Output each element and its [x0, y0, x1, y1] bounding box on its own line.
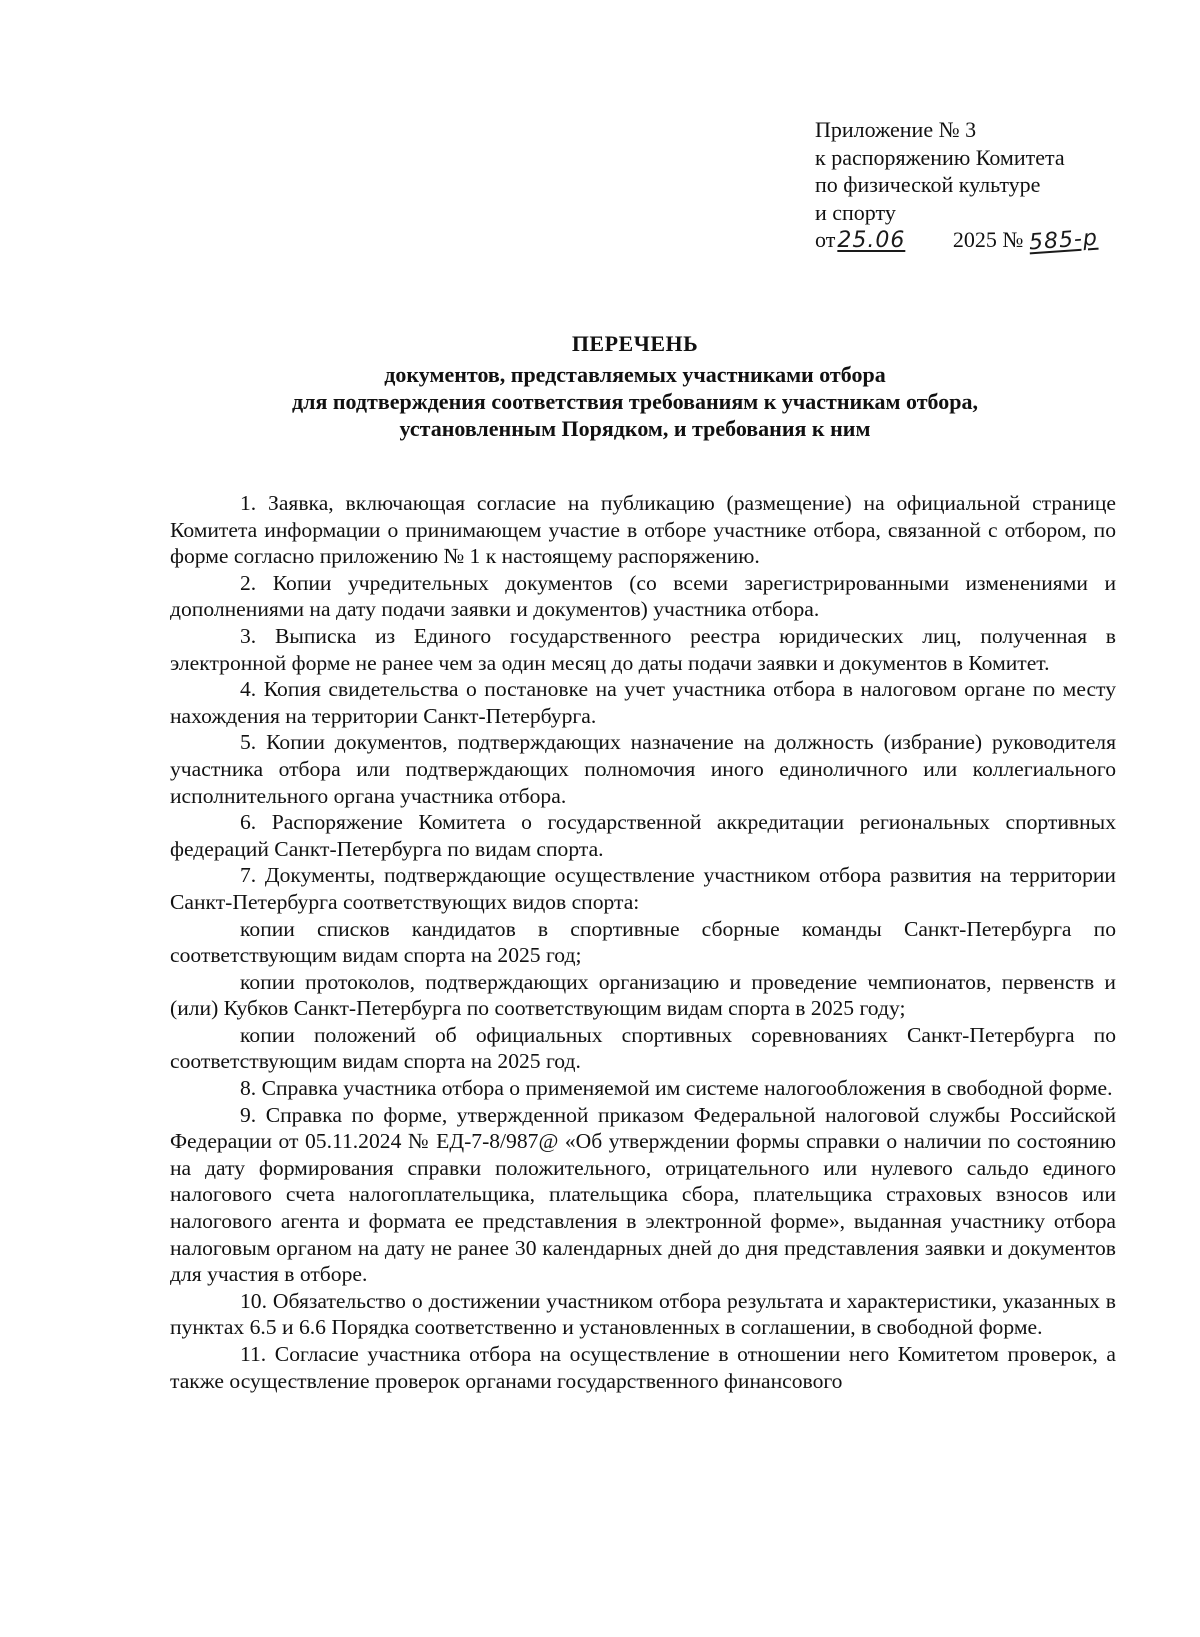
- paragraph-11: 11. Согласие участника отбора на осуществление в отношении него Комитетом проверок, а также осуществление проверок органами государственного финансового: [170, 1342, 1116, 1393]
- appendix-order-ref: к распоряжению Комитета: [815, 144, 1065, 170]
- title-sub-line2: для подтверждения соответствия требованиям к участникам отбора,: [291, 389, 979, 414]
- title-sub-line1: документов, представляемых участниками отбора: [384, 362, 886, 387]
- title-main: ПЕРЕЧЕНЬ: [571, 331, 699, 356]
- paragraph-7-item-2: копии протоколов, подтверждающих организацию и проведение чемпионатов, первенств и (или) Кубков Санкт-Петербурга по соответствующим видам спорта в 2025 году;: [170, 969, 1116, 1021]
- paragraph-7-item-1: копии списков кандидатов в спортивные сборные команды Санкт-Петербурга по соответствующим видам спорта на 2025 год;: [170, 916, 1116, 968]
- paragraph-3: 3. Выписка из Единого государственного реестра юридических лиц, полученная в электронной форме не ранее чем за один месяц до даты подачи заявки и документов в Комитет.: [170, 623, 1116, 675]
- appendix-committee-line1: по физической культуре: [815, 172, 1041, 197]
- paragraph-9: 9. Справка по форме, утвержденной приказом Федеральной налоговой службы Российской Федерации от 05.11.2024 № ЕД-7-8/987@ «Об утверждении формы справки о наличии по состоянию на дату формирования справки положительного, отрицательного или нулевого сальдо единого налогового счета налогоплательщика, плательщика сбора, плательщика страховых взносов или налогового агента и формата ее представления в электронной форме», выданная участнику отбора налоговым органом на дату не ранее 30 календарных дней до дня представления заявки и документов для участия в отборе.: [170, 1102, 1116, 1287]
- handwritten-order-number: 585-р: [1028, 225, 1099, 256]
- document-title: [170, 330, 1100, 442]
- year-number-label: 2025 №: [952, 227, 1024, 252]
- paragraph-6: 6. Распоряжение Комитета о государственной аккредитации региональных спортивных федераций Санкт-Петербурга по видам спорта.: [170, 810, 1116, 861]
- paragraph-4: 4. Копия свидетельства о постановке на учет участника отбора в налоговом органе по месту нахождения на территории Санкт-Петербурга.: [170, 677, 1116, 728]
- document-body: [170, 490, 1116, 1394]
- paragraph-5: 5. Копии документов, подтверждающих назначение на должность (избрание) руководителя участника отбора или подтверждающих полномочия иного единоличного или коллегиального исполнительного органа участника отбора.: [170, 730, 1116, 808]
- handwritten-date: 25.06: [837, 228, 906, 253]
- paragraph-7-item-3: копии положений об официальных спортивных соревнованиях Санкт-Петербурга по соответствующим видам спорта на 2025 год.: [170, 1022, 1116, 1074]
- paragraph-7: 7. Документы, подтверждающие осуществление участником отбора развития на территории Санкт-Петербурга соответствующих видов спорта:: [170, 863, 1116, 914]
- appendix-number: Приложение № 3: [815, 117, 977, 142]
- paragraph-8: 8. Справка участника отбора о применяемой им системе налогообложения в свободной форме.: [240, 1076, 1113, 1101]
- appendix-committee-line2: и спорту: [815, 199, 896, 225]
- appendix-date-number: [815, 226, 1155, 255]
- title-sub-line3: установленным Порядком, и требования к ним: [399, 416, 871, 441]
- appendix-header: [815, 116, 1155, 255]
- paragraph-10: 10. Обязательство о достижении участником отбора результата и характеристики, указанных в пунктах 6.5 и 6.6 Порядка соответственно и установленных в соглашении, в свободной форме.: [170, 1288, 1116, 1340]
- paragraph-1: 1. Заявка, включающая согласие на публикацию (размещение) на официальной странице Комитета информации о принимающем участие в отборе участнике отбора, связанной с отбором, по форме согласно приложению № 1 к настоящему распоряжению.: [170, 491, 1116, 569]
- from-prefix: от: [815, 227, 836, 252]
- paragraph-2: 2. Копии учредительных документов (со всеми зарегистрированными изменениями и дополнениями на дату подачи заявки и документов) участника отбора.: [170, 570, 1116, 622]
